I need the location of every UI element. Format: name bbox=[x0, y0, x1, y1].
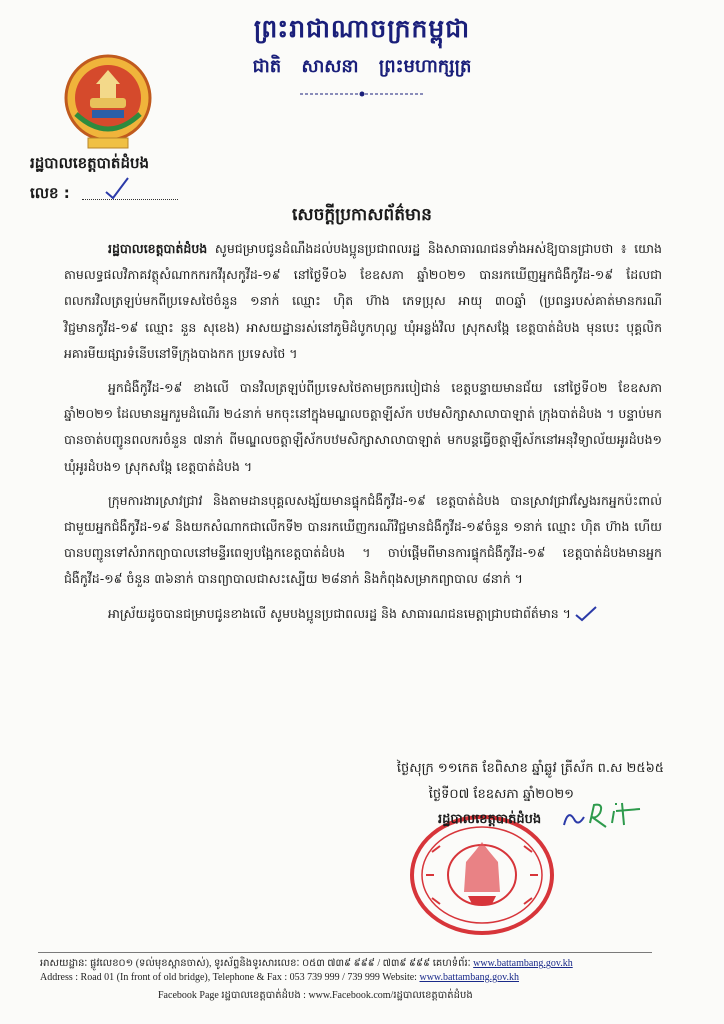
reference-number-line bbox=[82, 199, 178, 200]
ornament-divider bbox=[300, 90, 424, 98]
paragraph-text: ក្រុមការងារស្រាវជ្រាវ និងតាមដានបុគ្គលសង្ស័យមានផ្ទុកជំងឺកូវីដ-១៩ ខេត្តបាត់ដំបង បានស្រាវជ្រាវស្វែងរកអ្នកប៉ះពាល់ជាមួយអ្នកជំងឺកូវីដ-១៩ និងយកសំណាកជាលើកទី២ បានរកឃើញករណីវិជ្ជមានជំងឺកូវីដ-១៩ចំនួន ១នាក់ ឈ្មោះ ហ៊ិត ហ៊ាង ហើយបានបញ្ជូនទៅសំរាកព្យាបាលនៅមន្ទីរពេទ្យបង្អែកខេត្តបាត់ដំបង ។ ចាប់ផ្តើមពីមានការផ្ទុកជំងឺកូវីដ-១៩ ខេត្តបាត់ដំបងមានអ្នកជំងឺកូវីដ-១៩ ចំនួន ៣៦នាក់ បានព្យាបាលជាសះស្បើយ ២៨នាក់ និងកំពុងសម្រាកព្យាបាល ៨នាក់ ។ bbox=[64, 492, 662, 587]
check-mark-icon bbox=[575, 606, 597, 622]
signer-title: រដ្ឋបាលខេត្តបាត់ដំបង bbox=[438, 812, 542, 827]
paragraph bbox=[64, 488, 662, 593]
footer-facebook[interactable]: Facebook Page រដ្ឋបាលខេត្តបាត់ដំបង : www.Facebook.com/រដ្ឋបាលខេត្តបាត់ដំបង bbox=[158, 990, 473, 1001]
issuing-authority: រដ្ឋបាលខេត្តបាត់ដំបង bbox=[30, 154, 150, 172]
website-link[interactable]: www.battambang.gov.kh bbox=[473, 958, 573, 969]
solar-date: ថ្ងៃទី០៧ ខែឧសភា ឆ្នាំ២០២១ bbox=[428, 787, 574, 802]
provincial-emblem-logo bbox=[62, 54, 154, 150]
lunar-date: ថ្ងៃសុក្រ ១១កេត ខែពិសាខ ឆ្នាំឆ្លូវ ត្រីស័ក ព.ស ២៥៦៥ bbox=[396, 761, 664, 776]
footer-text: អាសយដ្ឋានៈ ផ្លូវលេខ០១ (ទល់មុខស្ពានចាស់), ទូរស័ព្ទនិងទូរសារលេខៈ ០៥៣ ៧៣៩ ៩៩៩ / ៧៣៩ ៩៩៩ គេហទំព័រៈ bbox=[40, 958, 471, 969]
paragraph-lead: រដ្ឋបាលខេត្តបាត់ដំបង bbox=[108, 241, 208, 256]
check-mark-icon bbox=[104, 176, 130, 200]
kingdom-title: ព្រះរាជាណាចក្រកម្ពុជា bbox=[253, 14, 471, 43]
paragraph-text: អាស្រ័យដូចបានជម្រាបជូនខាងលើ សូមបងប្អូនប្រជាពលរដ្ឋ និង សាធារណជនមេត្តាជ្រាបជាព័ត៌មាន ។ bbox=[108, 605, 571, 621]
footer-address-khmer bbox=[40, 956, 680, 971]
reference-number-label: លេខ : bbox=[30, 184, 70, 202]
national-motto: ជាតិ សាសនា ព្រះមហាក្សត្រ bbox=[252, 56, 472, 77]
paragraph bbox=[64, 601, 662, 627]
handwritten-signature bbox=[560, 795, 650, 835]
paragraph bbox=[64, 375, 662, 480]
paragraph-text: អ្នកជំងឺកូវីដ-១៩ ខាងលើ បានវិលត្រឡប់ពីប្រទេសថៃតាមច្រករបៀជាន់ ខេត្តបន្ទាយមានជ័យ នៅថ្ងៃទី០២ ខែឧសភា ឆ្នាំ២០២១ ដែលមានអ្នករួមដំណើរ ២៤នាក់ មកចុះនៅក្នុងមណ្ឌលចត្តាឡីស័ក បឋមសិក្សាសាលាបាឡាត់ ក្រុងបាត់ដំបង ។ បន្ទាប់មកបានចាត់បញ្ជូនពលករចំនួន ៧នាក់ ពីមណ្ឌលចត្តាឡីស័កបឋមសិក្សាសាលាបាឡាត់ មកបន្តធ្វើចត្តាឡីស័កនៅអនុវិទ្យាល័យអូរដំបង១ ឃុំអូរដំបង១ ស្រុកសង្កែ ខេត្តបាត់ដំបង ។ bbox=[64, 380, 662, 474]
document-title: សេចក្តីប្រកាសព័ត៌មាន bbox=[292, 205, 432, 225]
footer-text: Address : Road 01 (In front of old bridge), Telephone & Fax : 053 739 999 / 739 999 Website: bbox=[40, 972, 417, 983]
announcement-body bbox=[64, 236, 662, 635]
paragraph-text: សូមជម្រាបជូនដំណឹងដល់បងប្អូនប្រជាពលរដ្ឋ និងសាធារណជនទាំងអស់ឱ្យបានជ្រាបថា ៖ យោងតាមលទ្ធផលវិភាគវត្ថុសំណាកករកវីរុសកូវីដ-១៩ នៅថ្ងៃទី០៦ ខែឧសភា ឆ្នាំ២០២១ បានរកឃើញអ្នកជំងឺកូវីដ-១៩ ដែលជាពលករវិលត្រឡប់មកពីប្រទេសថៃចំនួន ១នាក់ ឈ្មោះ ហ៊ិត ហ៊ាង ភេទប្រុស អាយុ ៣០ឆ្នាំ (ប្រពន្ធរបស់គាត់មានករណីវិជ្ជមានកូវីដ-១៩ ឈ្មោះ នួន សុខេង) អាសយដ្ឋានរស់នៅភូមិដំបូកហុល្ល ឃុំអន្លង់វិល ស្រុកសង្កែ ខេត្តបាត់ដំបង មុនបេះ បុគ្គលិកអគារមីយផ្សារទំនើបនៅទីក្រុងបាងកក ប្រទេសថៃ ។ bbox=[64, 241, 662, 361]
paragraph bbox=[64, 236, 662, 367]
official-seal-stamp bbox=[406, 812, 558, 938]
footer-address-english bbox=[40, 972, 680, 983]
website-link[interactable]: www.battambang.gov.kh bbox=[419, 972, 519, 983]
footer-divider bbox=[38, 952, 652, 953]
